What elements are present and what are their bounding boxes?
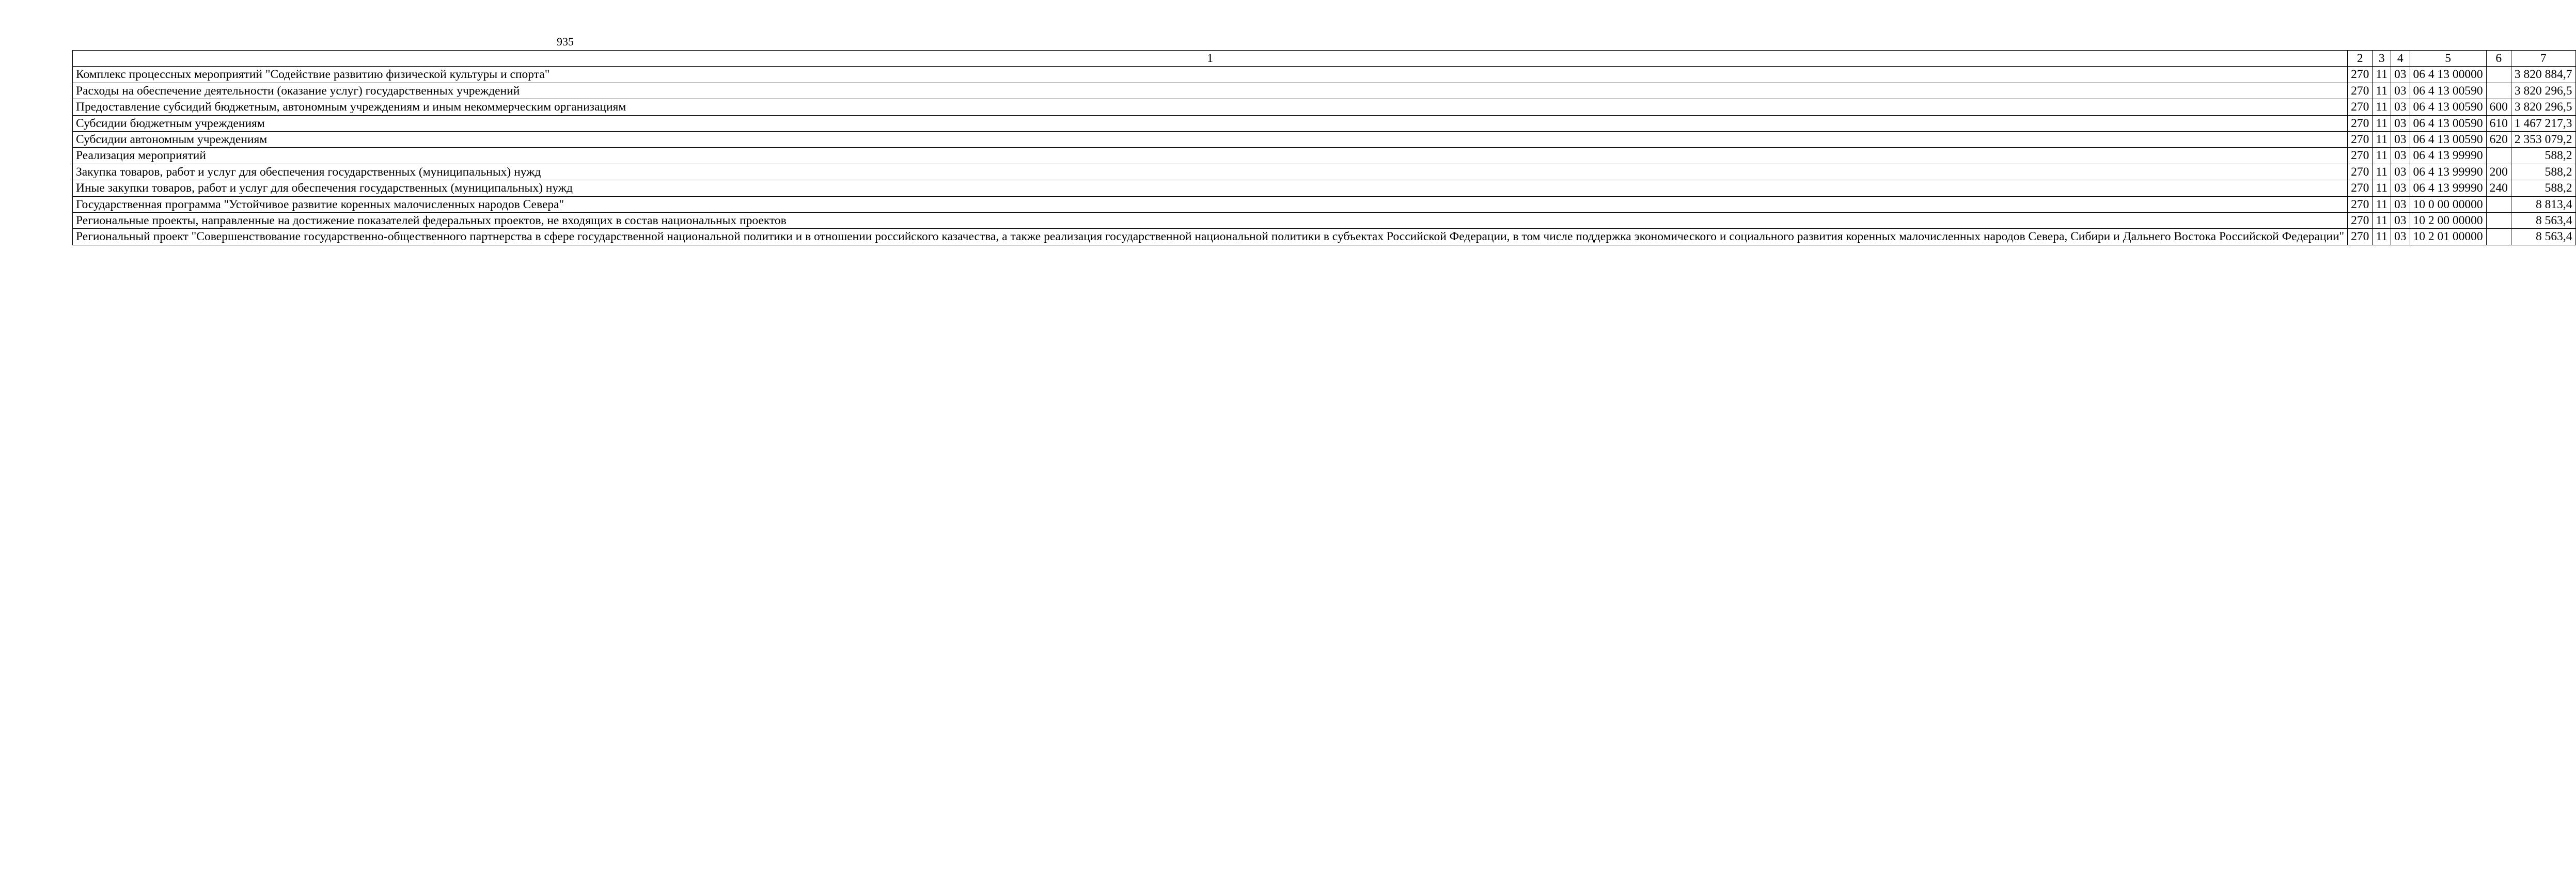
row-amount: 8 563,4 [2511,213,2575,229]
row-col-2: 270 [2348,67,2373,83]
table-row [73,99,2576,115]
row-col-6: 610 [2486,115,2511,131]
row-col-2: 270 [2348,132,2373,148]
row-col-5: 10 2 01 00000 [2410,229,2486,245]
row-amount: 2 353 079,2 [2511,132,2575,148]
table-row [73,180,2576,196]
row-col-3: 11 [2373,213,2391,229]
header-row [73,51,2576,67]
row-col-6 [2486,83,2511,99]
row-name: Иные закупки товаров, работ и услуг для обеспечения государственных (муниципальных) нужд [73,180,2348,196]
row-amount: 3 820 296,5 [2511,83,2575,99]
row-col-5: 10 2 00 00000 [2410,213,2486,229]
row-col-2: 270 [2348,115,2373,131]
col-header-3: 3 [2373,51,2391,67]
row-col-4: 03 [2391,115,2410,131]
row-col-2: 270 [2348,148,2373,164]
row-col-3: 11 [2373,132,2391,148]
row-col-5: 10 0 00 00000 [2410,196,2486,212]
row-col-6 [2486,229,2511,245]
row-col-3: 11 [2373,148,2391,164]
row-col-4: 03 [2391,229,2410,245]
row-col-2: 270 [2348,229,2373,245]
row-col-3: 11 [2373,180,2391,196]
row-amount: 3 820 884,7 [2511,67,2575,83]
table-body [73,67,2576,245]
row-col-6: 600 [2486,99,2511,115]
row-col-6: 200 [2486,164,2511,180]
row-col-2: 270 [2348,99,2373,115]
row-name: Расходы на обеспечение деятельности (оказание услуг) государственных учреждений [73,83,2348,99]
row-col-4: 03 [2391,132,2410,148]
row-col-2: 270 [2348,164,2373,180]
row-amount: 588,2 [2511,164,2575,180]
row-col-2: 270 [2348,180,2373,196]
row-col-6 [2486,148,2511,164]
row-amount: 588,2 [2511,148,2575,164]
row-col-3: 11 [2373,196,2391,212]
table-row [73,132,2576,148]
row-col-3: 11 [2373,164,2391,180]
row-name: Субсидии автономным учреждениям [73,132,2348,148]
page-number: 935 [557,35,574,48]
row-col-6 [2486,67,2511,83]
row-col-6: 620 [2486,132,2511,148]
table-row [73,196,2576,212]
table-row [73,67,2576,83]
row-col-6 [2486,196,2511,212]
col-header-1: 1 [73,51,2348,67]
row-col-5: 06 4 13 00590 [2410,99,2486,115]
row-col-4: 03 [2391,148,2410,164]
row-col-5: 06 4 13 99990 [2410,164,2486,180]
row-name: Региональные проекты, направленные на достижение показателей федеральных проектов, не входящих в состав национальных проектов [73,213,2348,229]
row-col-4: 03 [2391,180,2410,196]
row-col-3: 11 [2373,99,2391,115]
table-row [73,229,2576,245]
row-col-6: 240 [2486,180,2511,196]
table-row [73,164,2576,180]
row-name: Закупка товаров, работ и услуг для обеспечения государственных (муниципальных) нужд [73,164,2348,180]
col-header-6: 6 [2486,51,2511,67]
row-amount: 1 467 217,3 [2511,115,2575,131]
row-col-3: 11 [2373,67,2391,83]
row-name: Региональный проект "Совершенствование государственно-общественного партнерства в сфере государственной национальной политики и в отношении российского казачества, а также реализация государственной национальной политики в субъектах Российской Федерации, в том числе поддержка экономического и социального развития коренных малочисленных народов Севера, Сибири и Дальнего Востока Российской Федерации" [73,229,2348,245]
row-col-4: 03 [2391,196,2410,212]
row-col-4: 03 [2391,164,2410,180]
row-col-5: 06 4 13 99990 [2410,148,2486,164]
row-col-2: 270 [2348,213,2373,229]
col-header-4: 4 [2391,51,2410,67]
row-amount: 8 813,4 [2511,196,2575,212]
row-name: Субсидии бюджетным учреждениям [73,115,2348,131]
budget-table [72,50,2576,245]
row-amount: 8 563,4 [2511,229,2575,245]
row-col-3: 11 [2373,229,2391,245]
row-name: Комплекс процессных мероприятий "Содействие развитию физической культуры и спорта" [73,67,2348,83]
row-col-5: 06 4 13 00000 [2410,67,2486,83]
row-col-5: 06 4 13 99990 [2410,180,2486,196]
row-col-4: 03 [2391,83,2410,99]
table-row [73,148,2576,164]
row-col-2: 270 [2348,83,2373,99]
row-amount: 3 820 296,5 [2511,99,2575,115]
row-col-5: 06 4 13 00590 [2410,115,2486,131]
row-col-3: 11 [2373,115,2391,131]
row-col-4: 03 [2391,213,2410,229]
row-col-6 [2486,213,2511,229]
col-header-5: 5 [2410,51,2486,67]
row-col-4: 03 [2391,99,2410,115]
row-amount: 588,2 [2511,180,2575,196]
table-row [73,115,2576,131]
row-col-5: 06 4 13 00590 [2410,132,2486,148]
row-col-4: 03 [2391,67,2410,83]
row-name: Реализация мероприятий [73,148,2348,164]
row-col-2: 270 [2348,196,2373,212]
row-name: Государственная программа "Устойчивое развитие коренных малочисленных народов Севера" [73,196,2348,212]
row-col-3: 11 [2373,83,2391,99]
col-header-7: 7 [2511,51,2575,67]
row-col-5: 06 4 13 00590 [2410,83,2486,99]
table-row [73,213,2576,229]
table-row [73,83,2576,99]
row-name: Предоставление субсидий бюджетным, автономным учреждениям и иным некоммерческим организациям [73,99,2348,115]
col-header-2: 2 [2348,51,2373,67]
